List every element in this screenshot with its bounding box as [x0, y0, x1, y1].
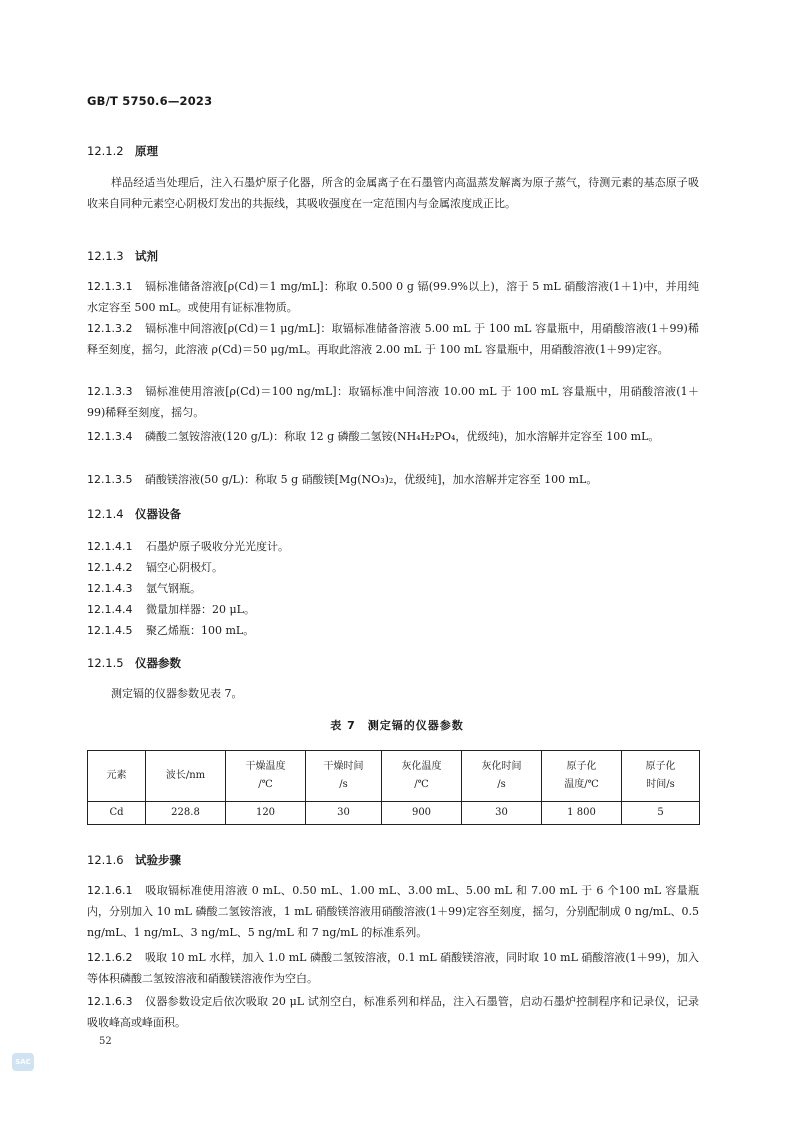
item-number: 12.1.3.3	[87, 385, 133, 398]
equipment-item-12-1-4-5	[87, 622, 254, 638]
item-number: 12.1.4.2	[87, 561, 133, 574]
item-text: 镉标准使用溶液[ρ(Cd)＝100 ng/mL]：取镉标准中间溶液 10.00 mL 于 100 mL 容量瓶中，用硝酸溶液(1＋99)稀释至刻度，摇匀。	[87, 385, 699, 419]
section-number: 12.1.4	[87, 507, 124, 521]
reagent-item-12-1-3-3	[87, 381, 699, 423]
item-number: 12.1.3.1	[87, 280, 133, 293]
header-cell-element: 元素	[88, 751, 146, 802]
item-text: 镉标准中间溶液[ρ(Cd)＝1 μg/mL]：取镉标准储备溶液 5.00 mL 于 100 mL 容量瓶中，用硝酸溶液(1＋99)稀释至刻度，摇匀，此溶液 ρ(Cd)＝50 μg/mL。再取此溶液 2.00 mL 于 100 mL 容量瓶中，用硝酸溶液(1＋99)定容。	[87, 322, 699, 356]
table-cell: Cd	[88, 802, 146, 825]
section-heading-12-1-3	[87, 248, 158, 264]
section-title: 仪器设备	[135, 507, 181, 521]
standard-code: GB/T 5750.6—2023	[87, 94, 213, 108]
reagent-item-12-1-3-2	[87, 318, 699, 360]
item-number: 12.1.4.5	[87, 624, 133, 637]
section-heading-12-1-5	[87, 655, 181, 671]
item-number: 12.1.6.1	[87, 884, 133, 897]
principle-paragraph: 样品经适当处理后，注入石墨炉原子化器，所含的金属离子在石墨管内高温蒸发解离为原子蒸气，待测元素的基态原子吸收来自同种元素空心阴极灯发出的共振线，其吸收强度在一定范围内与金属浓度成正比。	[87, 176, 699, 210]
reagent-item-12-1-3-4	[87, 426, 699, 447]
parameters-paragraph: 测定镉的仪器参数见表 7。	[111, 687, 243, 700]
item-text: 吸取 10 mL 水样，加入 1.0 mL 磷酸二氢铵溶液，0.1 mL 硝酸镁溶液，同时取 10 mL 硝酸溶液(1＋99)，加入等体积磷酸二氢铵溶液和硝酸镁溶液作为空白。	[87, 951, 699, 985]
section-title: 试剂	[135, 249, 158, 263]
table-cell: 5	[622, 802, 700, 825]
header-cell-ashing-time: 灰化时间 /s	[462, 751, 542, 802]
item-text: 硝酸镁溶液(50 g/L)：称取 5 g 硝酸镁[Mg(NO₃)₂，优级纯]，加水溶解并定容至 100 mL。	[145, 473, 598, 486]
table-cell: 900	[382, 802, 462, 825]
item-text: 镉空心阴极灯。	[146, 561, 223, 574]
page-number: 52	[99, 1036, 112, 1047]
table-cell: 30	[462, 802, 542, 825]
procedure-item-12-1-6-1	[87, 880, 699, 943]
table-header-row	[88, 751, 700, 802]
sac-logo-watermark: SAC	[12, 1053, 34, 1071]
section-heading-12-1-2	[87, 143, 158, 159]
item-text: 聚乙烯瓶：100 mL。	[146, 624, 255, 637]
item-text: 仪器参数设定后依次吸取 20 μL 试剂空白，标准系列和样品，注入石墨管，启动石墨炉控制程序和记录仪，记录吸收峰高或峰面积。	[87, 995, 699, 1029]
equipment-item-12-1-4-2	[87, 559, 223, 575]
table-cell: 30	[306, 802, 382, 825]
table-cell: 228.8	[146, 802, 226, 825]
section-number: 12.1.3	[87, 249, 124, 263]
item-number: 12.1.6.3	[87, 995, 133, 1008]
table-caption: 表 7 测定镉的仪器参数	[330, 719, 464, 732]
header-cell-wavelength: 波长/nm	[146, 751, 226, 802]
item-text: 磷酸二氢铵溶液(120 g/L)：称取 12 g 磷酸二氢铵(NH₄H₂PO₄，优级纯)，加水溶解并定容至 100 mL。	[145, 430, 660, 443]
table-row	[88, 802, 700, 825]
header-cell-ashing-temp: 灰化温度 /℃	[382, 751, 462, 802]
procedure-item-12-1-6-3	[87, 991, 699, 1033]
procedure-item-12-1-6-2	[87, 947, 699, 989]
table-cell: 1 800	[542, 802, 622, 825]
section-heading-12-1-6	[87, 852, 181, 868]
item-number: 12.1.3.4	[87, 430, 133, 443]
item-text: 微量加样器：20 μL。	[146, 603, 255, 616]
item-number: 12.1.4.4	[87, 603, 133, 616]
equipment-item-12-1-4-1	[87, 538, 289, 554]
section-heading-12-1-4	[87, 506, 181, 522]
equipment-item-12-1-4-4	[87, 601, 255, 617]
section-title: 原理	[135, 144, 158, 158]
item-number: 12.1.3.2	[87, 322, 133, 335]
section-title: 试验步骤	[135, 853, 181, 867]
header-cell-atomization-time: 原子化 时间/s	[622, 751, 700, 802]
section-number: 12.1.6	[87, 853, 124, 867]
item-text: 吸取镉标准使用溶液 0 mL、0.50 mL、1.00 mL、3.00 mL、5.00 mL 和 7.00 mL 于 6 个100 mL 容量瓶内，分别加入 10 mL 磷酸二氢铵溶液，1 mL 硝酸镁溶液用硝酸溶液(1＋99)定容至刻度，摇匀，分别配制成 0 ng/mL、0.5 ng/mL、1 ng/mL、3 ng/mL、5 ng/mL 和 7 ng/mL 的标准系列。	[87, 884, 699, 939]
item-text: 氩气钢瓶。	[146, 582, 201, 595]
section-title: 仪器参数	[135, 656, 181, 670]
item-number: 12.1.4.1	[87, 540, 133, 553]
header-cell-drying-time: 干燥时间 /s	[306, 751, 382, 802]
header-cell-drying-temp: 干燥温度 /℃	[226, 751, 306, 802]
equipment-item-12-1-4-3	[87, 580, 201, 596]
instrument-parameters-table	[87, 750, 700, 825]
item-number: 12.1.3.5	[87, 473, 133, 486]
item-number: 12.1.6.2	[87, 951, 133, 964]
section-number: 12.1.5	[87, 656, 124, 670]
section-number: 12.1.2	[87, 144, 124, 158]
reagent-item-12-1-3-1	[87, 276, 699, 318]
item-text: 石墨炉原子吸收分光光度计。	[146, 540, 289, 553]
table-cell: 120	[226, 802, 306, 825]
item-text: 镉标准储备溶液[ρ(Cd)＝1 mg/mL]：称取 0.500 0 g 镉(99.9%以上)，溶于 5 mL 硝酸溶液(1＋1)中，并用纯水定容至 500 mL。或使用有证标准物质。	[87, 280, 699, 314]
header-cell-atomization-temp: 原子化 温度/℃	[542, 751, 622, 802]
reagent-item-12-1-3-5	[87, 469, 699, 490]
item-number: 12.1.4.3	[87, 582, 133, 595]
